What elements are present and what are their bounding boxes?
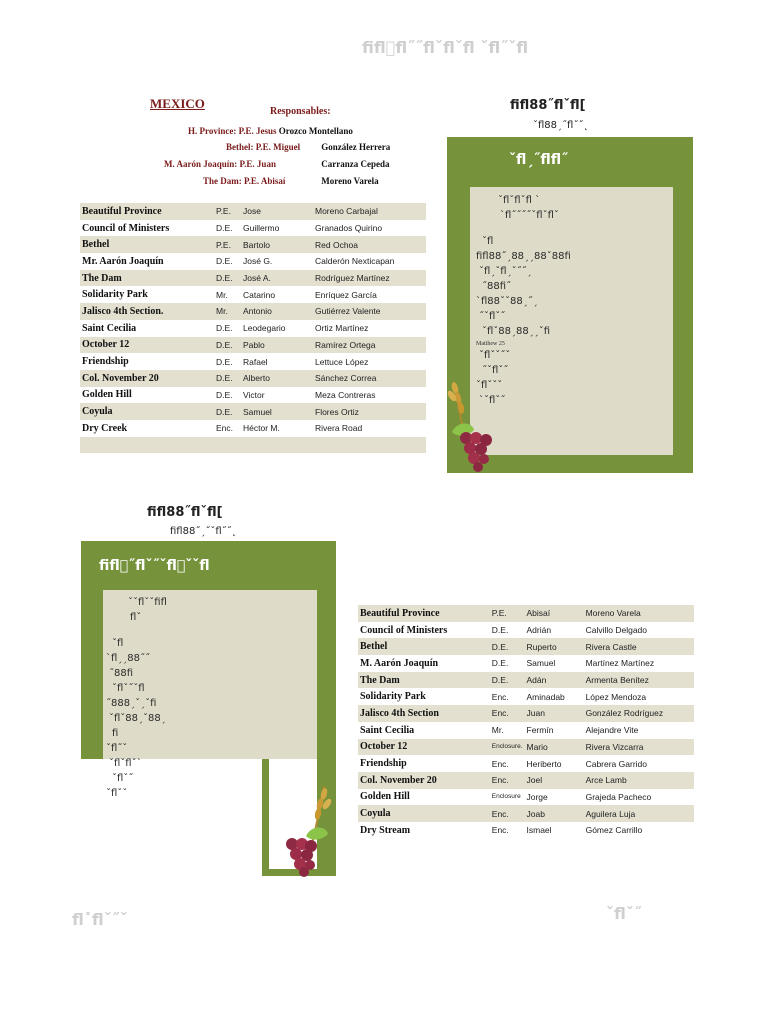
card-text-line: ˇflˇ˝ bbox=[112, 773, 134, 784]
grape-wheat-icon bbox=[444, 374, 500, 474]
place-cell: Golden Hill bbox=[360, 791, 410, 803]
title-cell: D.E. bbox=[214, 270, 241, 287]
last-name-cell: Lettuce López bbox=[315, 356, 369, 367]
table-row bbox=[358, 805, 694, 822]
place-cell: Col. November 20 bbox=[80, 370, 214, 387]
title-cell: D.E. bbox=[214, 337, 241, 354]
last-name-cell: Rivera Castle bbox=[584, 638, 694, 655]
table-row bbox=[358, 789, 694, 806]
last-name-cell: Rivera Road bbox=[315, 423, 363, 434]
first-name-cell: Rafael bbox=[243, 356, 268, 367]
place-cell: Friendship bbox=[82, 356, 129, 368]
first-name-cell: Ruperto bbox=[525, 638, 584, 655]
place-cell: Saint Cecilia bbox=[360, 724, 415, 736]
title-cell: D.E. bbox=[491, 658, 509, 669]
first-name-cell: Juan bbox=[525, 705, 584, 722]
first-name-cell: Antonio bbox=[241, 303, 313, 320]
title-cell: Enc. bbox=[491, 758, 509, 769]
last-name-cell: Rivera Vizcarra bbox=[584, 739, 694, 756]
place-cell: Golden Hill bbox=[82, 389, 132, 401]
place-cell: Jalisco 4th Section. bbox=[80, 303, 214, 320]
place-cell: Beautiful Province bbox=[80, 203, 214, 220]
last-name-cell: Granados Quirino bbox=[315, 223, 383, 234]
card-text-lines bbox=[476, 192, 666, 407]
first-name-cell: Samuel bbox=[526, 658, 556, 669]
last-name-cell: Moreno Varela bbox=[584, 605, 694, 622]
card-text-line: ˇflˏˇflˏˇ˝˝ˏ bbox=[479, 266, 532, 277]
table-row bbox=[358, 688, 694, 705]
first-name-cell: Ismael bbox=[526, 825, 552, 836]
card-subheading: ˇfl88ˏ˝fl˝˝˛ bbox=[533, 120, 589, 131]
table-row bbox=[80, 403, 426, 420]
title-cell: Enc. bbox=[491, 691, 509, 702]
footer-garbled-left: fl˟flˇ˝ˇ bbox=[72, 910, 128, 929]
directory-table-2 bbox=[358, 605, 694, 839]
place-cell: Dry Stream bbox=[360, 824, 411, 836]
first-name-cell bbox=[241, 437, 313, 454]
grape-bunch bbox=[286, 838, 317, 877]
first-name-cell: Pablo bbox=[241, 337, 313, 354]
last-name-cell: Martínez Martínez bbox=[585, 658, 655, 669]
table-row bbox=[358, 755, 694, 772]
first-name-cell: Abisaí bbox=[525, 605, 584, 622]
card-text-line: ˋflˏˏ88˝˝ bbox=[106, 653, 151, 664]
table-row bbox=[358, 772, 694, 789]
card-text-line: ˋfl˝˝˝˝ˇflˇflˇ bbox=[500, 210, 559, 221]
country-title: MEXICO bbox=[150, 96, 205, 111]
table-row bbox=[80, 370, 426, 387]
last-name-cell: Rodríguez Martínez bbox=[313, 270, 426, 287]
title-cell: D.E. bbox=[491, 625, 509, 636]
last-name-cell: Calderón Nexticapan bbox=[315, 256, 395, 267]
title-cell: Enc. bbox=[216, 423, 234, 434]
title-cell: D.E. bbox=[216, 256, 233, 267]
table-row bbox=[80, 253, 426, 270]
place-cell bbox=[80, 437, 214, 454]
place-cell: October 12 bbox=[358, 739, 490, 756]
place-cell: Saint Cecilia bbox=[82, 322, 137, 334]
place-cell: Jalisco 4th Section bbox=[358, 705, 490, 722]
last-name-cell: Moreno Carbajal bbox=[313, 203, 426, 220]
first-name-cell: José G. bbox=[243, 256, 273, 267]
title-cell: D.E. bbox=[216, 356, 233, 367]
card-text-line: ˇflˇflˇˋ bbox=[109, 758, 142, 769]
title-cell bbox=[214, 437, 241, 454]
responsable-line: Bethel: P.E. Miguel González Herrera bbox=[226, 142, 391, 152]
card-text-line: ˝888ˏˇˏˇfi bbox=[106, 698, 157, 709]
first-name-cell: Leodegario bbox=[243, 323, 286, 334]
table-row bbox=[358, 739, 694, 756]
last-name-cell: Red Ochoa bbox=[313, 236, 426, 253]
responsables-title: Responsables: bbox=[270, 106, 331, 117]
title-cell: Mr. bbox=[214, 303, 241, 320]
table-row bbox=[358, 722, 694, 739]
first-name-cell: Joel bbox=[525, 772, 584, 789]
last-name-cell: Sánchez Correa bbox=[313, 370, 426, 387]
table-row bbox=[80, 303, 426, 320]
last-name-cell: Ortiz Martínez bbox=[315, 323, 369, 334]
table-row bbox=[80, 270, 426, 287]
title-cell: D.E. bbox=[214, 403, 241, 420]
card-text-line: fi bbox=[112, 728, 119, 739]
place-cell: The Dam bbox=[80, 270, 214, 287]
place-cell: Solidarity Park bbox=[360, 691, 426, 703]
table-row bbox=[80, 320, 426, 337]
card-text-line: ˋˇflˇ˝ bbox=[479, 395, 506, 406]
title-cell: Enc. bbox=[491, 825, 509, 836]
footer-garbled-right: ˇflˇ˝ bbox=[606, 904, 642, 923]
table-row bbox=[358, 672, 694, 689]
place-cell: Mr. Aarón Joaquín bbox=[82, 255, 164, 267]
card-text-line: ˇflˇ88ˏˇ88ˏ bbox=[109, 713, 166, 724]
title-cell: D.E. bbox=[216, 389, 233, 400]
title-cell: D.E. bbox=[490, 638, 525, 655]
last-name-cell: Gutiérrez Valente bbox=[313, 303, 426, 320]
card-subheading: fifl88˝ˏ˝ˇfl˝˝˛ bbox=[170, 526, 237, 537]
title-cell: P.E. bbox=[214, 203, 241, 220]
last-name-cell: Arce Lamb bbox=[584, 772, 694, 789]
responsable-line: H. Province: P.E. Jesus Orozco Montellano bbox=[188, 126, 353, 136]
last-name-cell: López Mendoza bbox=[585, 691, 647, 702]
last-name-cell: Ramírez Ortega bbox=[313, 337, 426, 354]
last-name-cell: Armenta Benítez bbox=[584, 672, 694, 689]
last-name-cell: Gómez Carrillo bbox=[585, 825, 643, 836]
table-row bbox=[80, 387, 426, 404]
table-row bbox=[358, 822, 694, 839]
card-text-line: ˇflˇflˇfl ˋ bbox=[498, 195, 541, 206]
place-cell: October 12 bbox=[80, 337, 214, 354]
first-name-cell: Catarino bbox=[243, 289, 276, 300]
place-cell: Beautiful Province bbox=[358, 605, 490, 622]
card-text-line: ˇfl bbox=[482, 236, 494, 247]
place-cell: Council of Ministers bbox=[82, 222, 170, 234]
card-text-line: ˇˇflˇˇfifl bbox=[128, 597, 167, 608]
place-cell: M. Aarón Joaquín bbox=[360, 657, 439, 669]
title-cell: Enclosure. bbox=[490, 739, 525, 756]
place-cell: Col. November 20 bbox=[358, 772, 490, 789]
table-row bbox=[80, 353, 426, 370]
card-text-line: ˇflˇˇ bbox=[106, 788, 128, 799]
place-cell: Bethel bbox=[80, 236, 214, 253]
first-name-cell: Héctor M. bbox=[243, 423, 280, 434]
last-name-cell: Meza Contreras bbox=[315, 389, 376, 400]
card-text-line: ˇfl bbox=[112, 638, 124, 649]
first-name-cell: Bartolo bbox=[241, 236, 313, 253]
first-name-cell: Alberto bbox=[241, 370, 313, 387]
place-cell: Bethel bbox=[358, 638, 490, 655]
last-name-cell: Flores Ortiz bbox=[313, 403, 426, 420]
table-row bbox=[80, 203, 426, 220]
first-name-cell: Samuel bbox=[241, 403, 313, 420]
card-heading: fifl88˝flˇfl[ bbox=[147, 505, 223, 520]
table-row bbox=[80, 236, 426, 253]
card-text-line: flˇ bbox=[130, 612, 142, 623]
first-name-cell: José A. bbox=[241, 270, 313, 287]
last-name-cell: Aguilera Luja bbox=[584, 805, 694, 822]
table-row bbox=[358, 638, 694, 655]
card-text-line: fifl88˝ˏ88ˏˏ88ˇ88fi bbox=[476, 251, 571, 262]
place-cell: Friendship bbox=[360, 758, 407, 770]
last-name-cell: Calvillo Delgado bbox=[585, 625, 647, 636]
card-text-line: ˇflˇ˝ˇfl bbox=[112, 683, 145, 694]
card-text-line: Matthew 25 bbox=[476, 341, 505, 347]
first-name-cell: Jose bbox=[241, 203, 313, 220]
card-text-line: ˇflˇ88ˏ88ˏˏˇfi bbox=[482, 326, 551, 337]
last-name-cell bbox=[313, 437, 426, 454]
place-cell: Council of Ministers bbox=[360, 624, 448, 636]
title-cell: D.E. bbox=[216, 223, 233, 234]
last-name-cell: González Rodríguez bbox=[584, 705, 694, 722]
first-name-cell: Jorge bbox=[526, 791, 548, 802]
title-cell: Enc. bbox=[490, 805, 525, 822]
first-name-cell: Adrián bbox=[526, 625, 552, 636]
place-cell: Solidarity Park bbox=[82, 289, 148, 301]
place-cell: Coyula bbox=[80, 403, 214, 420]
card-heading: fifl88˝flˇfl[ bbox=[510, 98, 586, 113]
place-cell: Dry Creek bbox=[82, 422, 128, 434]
table-row bbox=[358, 655, 694, 672]
card-text-line: ˋfl88ˇˇ88ˏ˝ˏ bbox=[476, 296, 538, 307]
title-cell: P.E. bbox=[214, 236, 241, 253]
directory-table-1 bbox=[80, 203, 426, 453]
last-name-cell: Alejandre Vite bbox=[585, 725, 639, 736]
grape-wheat-icon bbox=[280, 782, 336, 878]
grape-leaf bbox=[306, 828, 328, 840]
title-cell: Mr. bbox=[216, 289, 228, 300]
title-cell: P.E. bbox=[490, 605, 525, 622]
table-row bbox=[80, 437, 426, 454]
title-cell: Enc. bbox=[490, 705, 525, 722]
first-name-cell: Mario bbox=[525, 739, 584, 756]
first-name-cell: Adán bbox=[525, 672, 584, 689]
last-name-cell: Enríquez García bbox=[315, 289, 377, 300]
card-text-line: ˇflˇˇ˝ˇ bbox=[479, 350, 511, 361]
first-name-cell: Victor bbox=[243, 389, 265, 400]
title-cell: Mr. bbox=[491, 725, 504, 736]
table-row bbox=[80, 286, 426, 303]
card-text-line: ˝88fi bbox=[109, 668, 134, 679]
first-name-cell: Aminadab bbox=[526, 691, 565, 702]
first-name-cell: Guillermo bbox=[243, 223, 280, 234]
title-cell: D.E. bbox=[490, 672, 525, 689]
table-row bbox=[80, 220, 426, 237]
card-box-title: fifl ˝flˇ˝ˇfl ˇˇfl bbox=[99, 558, 210, 574]
table-row bbox=[358, 622, 694, 639]
first-name-cell: Fermín bbox=[526, 725, 554, 736]
card-text-line: ˇflˇˇˇ bbox=[476, 380, 503, 391]
title-cell: Enc. bbox=[490, 772, 525, 789]
responsable-line: M. Aarón Joaquín: P.E. Juan Carranza Cepeda bbox=[164, 159, 390, 169]
table-row bbox=[358, 605, 694, 622]
first-name-cell: Heriberto bbox=[526, 758, 562, 769]
card-text-line: ˇfl˝ˇ bbox=[106, 743, 128, 754]
first-name-cell: Joab bbox=[525, 805, 584, 822]
card-text-line: ˝ˇflˇ˝ bbox=[479, 311, 506, 322]
table-row bbox=[358, 705, 694, 722]
card-text-line: ˝ˇflˇ˝ bbox=[482, 365, 509, 376]
responsable-line: The Dam: P.E. Abisaí Moreno Varela bbox=[203, 176, 379, 186]
title-cell: D.E. bbox=[216, 323, 233, 334]
title-cell: D.E. bbox=[214, 370, 241, 387]
card-text-line: ˝88fi˝ bbox=[482, 281, 512, 292]
grape-bunch bbox=[460, 432, 492, 472]
header-garbled-text: fifl fl˝˝flˇflˇfl ˇfl˝ˇfl bbox=[362, 38, 529, 57]
title-cell: Enclosure bbox=[491, 793, 521, 801]
last-name-cell: Cabrera Garrido bbox=[585, 758, 647, 769]
table-row bbox=[80, 337, 426, 354]
last-name-cell: Grajeda Pacheco bbox=[585, 791, 652, 802]
card-box-title: ˇflˏ˝flfl˝ bbox=[509, 152, 569, 168]
place-cell: Coyula bbox=[358, 805, 490, 822]
place-cell: The Dam bbox=[358, 672, 490, 689]
table-row bbox=[80, 420, 426, 437]
